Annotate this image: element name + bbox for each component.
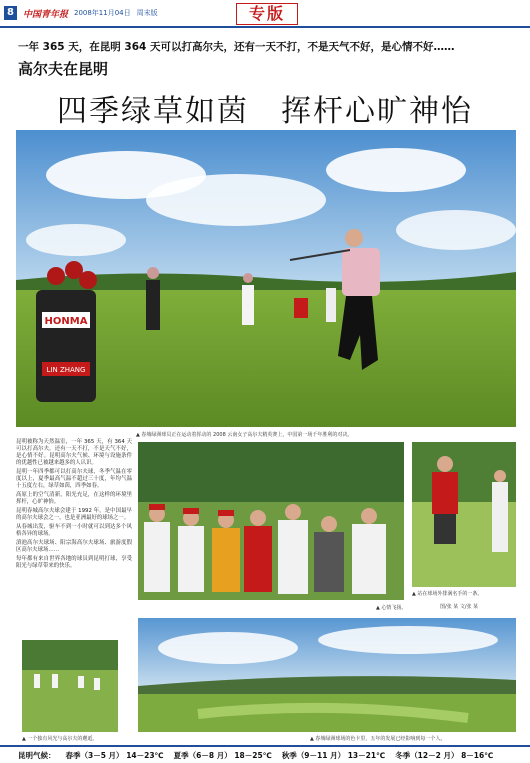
climate-footer	[0, 745, 530, 763]
season-winter: 冬季（12－2 月） 8－16℃	[395, 750, 494, 760]
main-caption: ▲ 春城绿洲球员正在运动着挥动的 2008 云南女子高尔夫精英赛上，中国第一场千年胜利的对决。	[136, 432, 353, 438]
photo-credit: 图/张 某 文/张 某	[440, 604, 479, 610]
article-paragraph: 昆明一年四季都可以打高尔夫球，冬季气温在零度以上，夏季最高气温不超过三十度，年均气温十五度左右，绿草如茵，四季如春。	[16, 469, 132, 489]
bag-brand: HONMA	[44, 316, 88, 327]
lead-line: 一年 365 天，在昆明 364 天可以打高尔夫，还有一天不打，不是天气不好，是心情不好……	[18, 41, 455, 53]
bottom-right-photo	[138, 618, 516, 732]
main-photo	[16, 130, 516, 427]
bottom-left-caption: ▲ 一个独有风光与高尔夫的邂逅。	[22, 736, 98, 742]
article-paragraph: 滇池高尔夫球场、阳宗海高尔夫球场、旅游度假区高尔夫球场……	[16, 540, 132, 553]
page-title: 四季绿草如茵 挥杆心旷神怡	[57, 94, 473, 129]
issue-date: 2008年11月04日	[73, 9, 131, 17]
bottom-left-photo	[22, 640, 118, 732]
right-photo	[412, 442, 516, 587]
season-summer: 夏季（6－8 月） 18－25℃	[173, 750, 272, 760]
right-caption: ▲ 站在球场外排满名手的一条。	[412, 591, 483, 597]
section-label: 专版	[236, 3, 298, 25]
season-spring: 春季（3－5 月） 14－23℃	[65, 750, 164, 760]
article-paragraph: 高原上的空气清新，阳光充足，在这样的环境里挥杆，心旷神怡。	[16, 492, 132, 505]
article-paragraph: 从春城出发，驱车不到一小时就可以到达多个风格各异的球场。	[16, 524, 132, 537]
header-rule	[0, 26, 530, 28]
article-paragraph: 昆明春城高尔夫球会建于 1992 年，是中国最早的高尔夫球会之一，也是亚洲最好的球场之一。	[16, 508, 132, 521]
golf-course-scene	[16, 130, 516, 427]
fairway-scene	[22, 640, 118, 732]
page-number: 8	[4, 6, 17, 20]
masthead	[4, 4, 158, 22]
bottom-right-caption: ▲ 春城绿洲球场的色卡里，五年的发展已经影响到每一个人。	[310, 736, 446, 742]
article-paragraph: 昆明被称为天然温室，一年 365 天，有 364 天可以打高尔夫。还有一天不打，不是天气不好，是心情不好。昆明高尔夫气候、环境与设施条件的优越性已被越来越多的人认识。	[16, 439, 132, 466]
group-scene	[138, 442, 404, 600]
bag-name: LIN ZHANG	[46, 366, 86, 374]
season-autumn: 秋季（9－11 月） 13－21℃	[281, 750, 386, 760]
panorama-scene	[138, 618, 516, 732]
paper-name: 中国青年报	[22, 9, 68, 20]
group-caption: ▲ 心情飞扬。	[376, 605, 407, 611]
section-small: 周末版	[136, 9, 158, 17]
group-photo	[138, 442, 404, 600]
caddie-scene	[412, 442, 516, 587]
kicker: 高尔夫在昆明	[18, 60, 109, 78]
climate-label: 昆明气候：	[18, 750, 56, 760]
article-paragraph: 每年都有来自世界各地的球员到昆明打球，享受阳光与绿草带来的快乐。	[16, 556, 132, 569]
article-column	[16, 439, 132, 570]
